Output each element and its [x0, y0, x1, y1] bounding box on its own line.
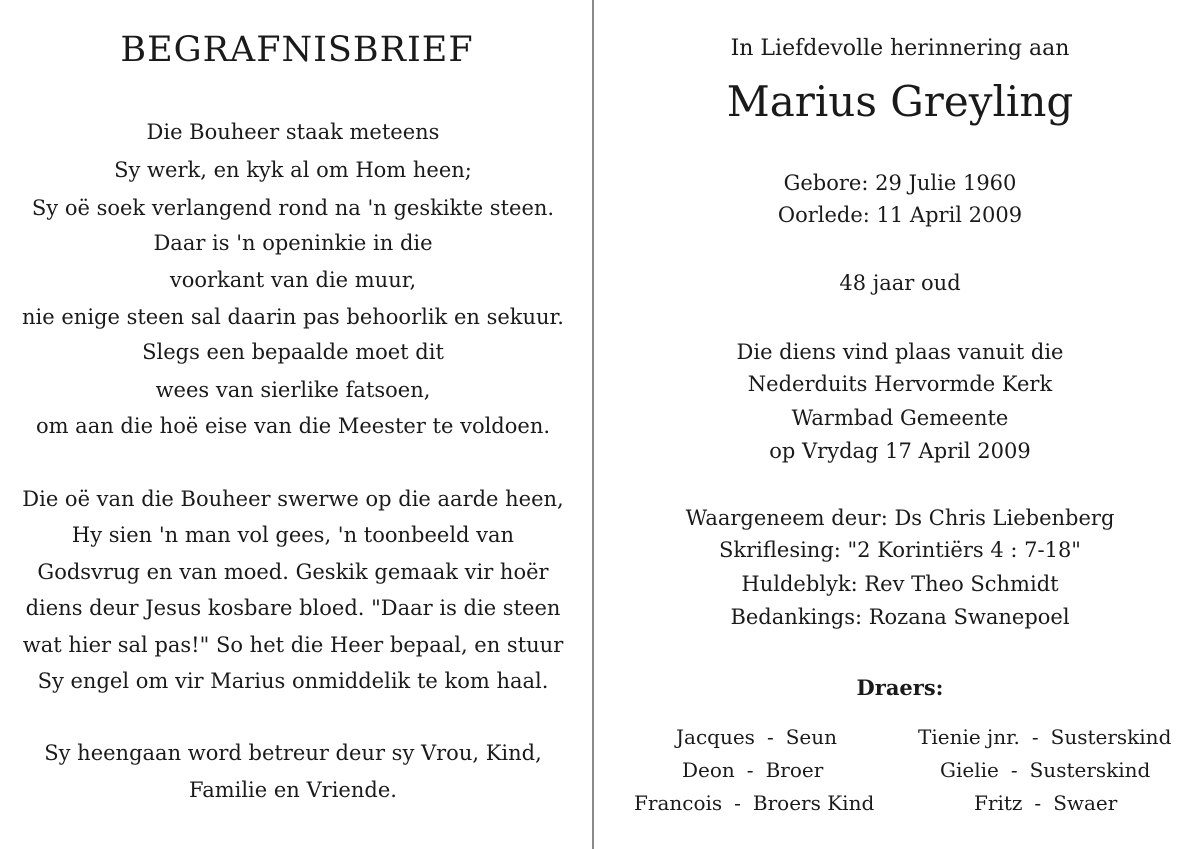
officiant: Waargeneem deur: Ds Chris Liebenberg: [685, 506, 1115, 530]
bearer-relation: Susterskind: [1050, 725, 1172, 749]
poem-line: wat hier sal pas!" So het die Heer bepaal, en stuur: [22, 633, 564, 657]
death-date: Oorlede: 11 April 2009: [777, 203, 1023, 227]
mourners-line: Sy heengaan word betreur deur sy Vrou, Kind,: [44, 741, 542, 765]
poem-line: Godsvrug en van moed. Geskik gemaak vir hoër: [37, 560, 549, 584]
bearer-relation: Broers Kind: [752, 791, 875, 815]
bearer-name: Gielie: [940, 758, 999, 782]
tribute: Huldeblyk: Rev Theo Schmidt: [741, 572, 1059, 596]
bearer-dash: -: [1034, 791, 1042, 815]
bearer-relation: Susterskind: [1029, 758, 1151, 782]
bearer-name: Jacques: [676, 725, 755, 749]
poem-line: Sy engel om vir Marius onmiddelik te kom haal.: [37, 669, 549, 693]
poem-line: Daar is 'n openinkie in die: [153, 231, 433, 255]
poem-line: Hy sien 'n man vol gees, 'n toonbeeld van: [71, 523, 515, 547]
bearer-dash: -: [746, 758, 754, 782]
bearer-row: [974, 788, 1117, 818]
service-line: Die diens vind plaas vanuit die: [736, 340, 1064, 364]
poem-line: Sy werk, en kyk al om Hom heen;: [114, 158, 472, 182]
bearer-dash: -: [1031, 725, 1039, 749]
bearer-relation: Swaer: [1053, 791, 1118, 815]
page-title: BEGRAFNISBRIEF: [120, 30, 474, 70]
bearer-name: Deon: [682, 758, 735, 782]
service-line: Nederduits Hervormde Kerk: [747, 372, 1053, 396]
birth-date: Gebore: 29 Julie 1960: [783, 171, 1017, 195]
bearer-dash: -: [1010, 758, 1018, 782]
bearer-row: [682, 755, 823, 785]
deceased-name: Marius Greyling: [726, 77, 1074, 126]
service-line: op Vrydag 17 April 2009: [769, 439, 1031, 463]
poem-line: voorkant van die muur,: [169, 268, 417, 292]
right-page: [600, 0, 1200, 849]
bearer-row: [634, 788, 874, 818]
bearer-name: Francois: [634, 791, 723, 815]
scripture-reading: Skriflesing: "2 Korintiërs 4 : 7-18": [719, 538, 1081, 562]
bearer-name: Fritz: [974, 791, 1023, 815]
poem-line: wees van sierlike fatsoen,: [155, 378, 431, 402]
bearer-dash: -: [734, 791, 741, 815]
left-page: [0, 0, 586, 849]
page-fold-divider: [592, 0, 594, 849]
poem-line: diens deur Jesus kosbare bloed. "Daar is die steen: [25, 596, 561, 620]
memorial-intro: In Liefdevolle herinnering aan: [730, 36, 1070, 61]
bearer-row: [918, 722, 1171, 752]
poem-line: nie enige steen sal daarin pas behoorlik en sekuur.: [22, 305, 564, 329]
bearer-row: [676, 722, 837, 752]
poem-line: Die oë van die Bouheer swerwe op die aarde heen,: [22, 487, 564, 511]
thanks: Bedankings: Rozana Swanepoel: [730, 605, 1070, 629]
poem-line: Sy oë soek verlangend rond na 'n geskikte steen.: [31, 196, 555, 220]
bearer-relation: Seun: [785, 725, 838, 749]
bearer-dash: -: [766, 725, 774, 749]
age: 48 jaar oud: [839, 271, 961, 295]
bearers-heading: Draers:: [856, 675, 944, 700]
poem-line: Die Bouheer staak meteens: [146, 120, 440, 144]
bearer-relation: Broer: [765, 758, 824, 782]
service-line: Warmbad Gemeente: [791, 406, 1009, 430]
bearer-name: Tienie jnr.: [918, 725, 1020, 749]
poem-line: Slegs een bepaalde moet dit: [142, 340, 444, 364]
mourners-line: Familie en Vriende.: [189, 778, 397, 802]
poem-line: om aan die hoë eise van die Meester te voldoen.: [35, 414, 551, 438]
bearer-row: [940, 755, 1150, 785]
